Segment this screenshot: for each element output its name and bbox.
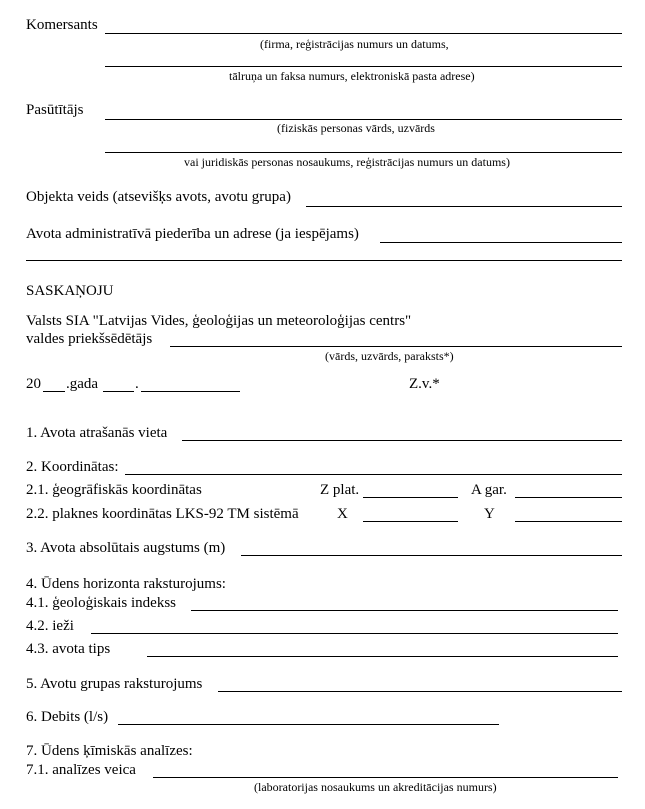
chair-label: valdes priekšsēdētājs — [26, 331, 153, 347]
group-description-field[interactable] — [218, 673, 622, 692]
admin-address-field[interactable] — [380, 224, 622, 243]
section-2-1-label: 2.1. ģeogrāfiskās koordinātas — [26, 482, 202, 498]
coordinates-field[interactable] — [125, 456, 622, 475]
section-5-label: 5. Avotu grupas raksturojums — [26, 676, 203, 692]
laboratory-field[interactable] — [153, 759, 618, 778]
object-type-label: Objekta veids (atsevišķs avots, avotu grupa) — [26, 189, 291, 205]
chair-hint: (vārds, uzvārds, paraksts*) — [325, 349, 454, 363]
x-label: X — [337, 506, 348, 522]
longitude-label: A gar. — [471, 482, 507, 498]
year-label: .gada — [66, 376, 99, 392]
altitude-field[interactable] — [241, 537, 622, 556]
customer-entity-field[interactable] — [105, 134, 622, 153]
customer-field[interactable] — [105, 101, 622, 120]
section-3-label: 3. Avota absolūtais augstums (m) — [26, 540, 226, 556]
section-7-1-label: 7.1. analīzes veica — [26, 762, 136, 778]
customer-label: Pasūtītājs — [26, 102, 84, 118]
section-2-label: 2. Koordinātas: — [26, 459, 119, 475]
section-4-1-label: 4.1. ģeoloģiskais indekss — [26, 595, 176, 611]
y-label: Y — [484, 506, 495, 522]
section-4-3-label: 4.3. avota tips — [26, 641, 111, 657]
customer-hint-1: (fiziskās personas vārds, uzvārds — [277, 121, 435, 135]
approval-title: SASKAŅOJU — [26, 283, 114, 299]
customer-hint-2: vai juridiskās personas nosaukums, reģistrācijas numurs un datums) — [184, 155, 510, 169]
longitude-field[interactable] — [515, 479, 622, 498]
section-1-label: 1. Avota atrašanās vieta — [26, 425, 168, 441]
admin-address-label: Avota administratīvā piederība un adrese (ja iespējams) — [26, 226, 359, 242]
object-type-field[interactable] — [306, 188, 622, 207]
section-4-2-label: 4.2. ieži — [26, 618, 74, 634]
merchant-label: Komersants — [26, 17, 98, 33]
merchant-field[interactable] — [105, 15, 622, 34]
stamp-label: Z.v.* — [409, 376, 440, 392]
section-7-label: 7. Ūdens ķīmiskās analīzes: — [26, 743, 193, 759]
section-6-label: 6. Debits (l/s) — [26, 709, 109, 725]
divider-line — [26, 260, 622, 261]
rocks-field[interactable] — [91, 615, 618, 634]
month-field[interactable] — [141, 373, 240, 392]
discharge-field[interactable] — [118, 706, 499, 725]
approval-org: Valsts SIA "Latvijas Vides, ģeoloģijas un meteoroloģijas centrs" — [26, 313, 412, 329]
latitude-label: Z plat. — [320, 482, 360, 498]
year-prefix: 20 — [26, 376, 41, 392]
year-field[interactable] — [43, 373, 65, 392]
date-dot: . — [135, 376, 139, 392]
section-4-label: 4. Ūdens horizonta raksturojums: — [26, 576, 226, 592]
merchant-hint-2: tālruņa un faksa numurs, elektroniskā pasta adrese) — [229, 69, 475, 83]
latitude-field[interactable] — [363, 479, 458, 498]
location-field[interactable] — [182, 422, 622, 441]
merchant-contact-field[interactable] — [105, 48, 622, 67]
geological-index-field[interactable] — [191, 592, 618, 611]
y-field[interactable] — [515, 503, 622, 522]
day-field[interactable] — [103, 373, 134, 392]
laboratory-hint: (laboratorijas nosaukums un akreditācijas numurs) — [254, 780, 497, 794]
merchant-hint-1: (firma, reģistrācijas numurs un datums, — [260, 37, 449, 51]
spring-type-field[interactable] — [147, 638, 618, 657]
chair-signature-field[interactable] — [170, 328, 622, 347]
x-field[interactable] — [363, 503, 458, 522]
section-2-2-label: 2.2. plaknes koordinātas LKS-92 TM sistēmā — [26, 506, 299, 522]
